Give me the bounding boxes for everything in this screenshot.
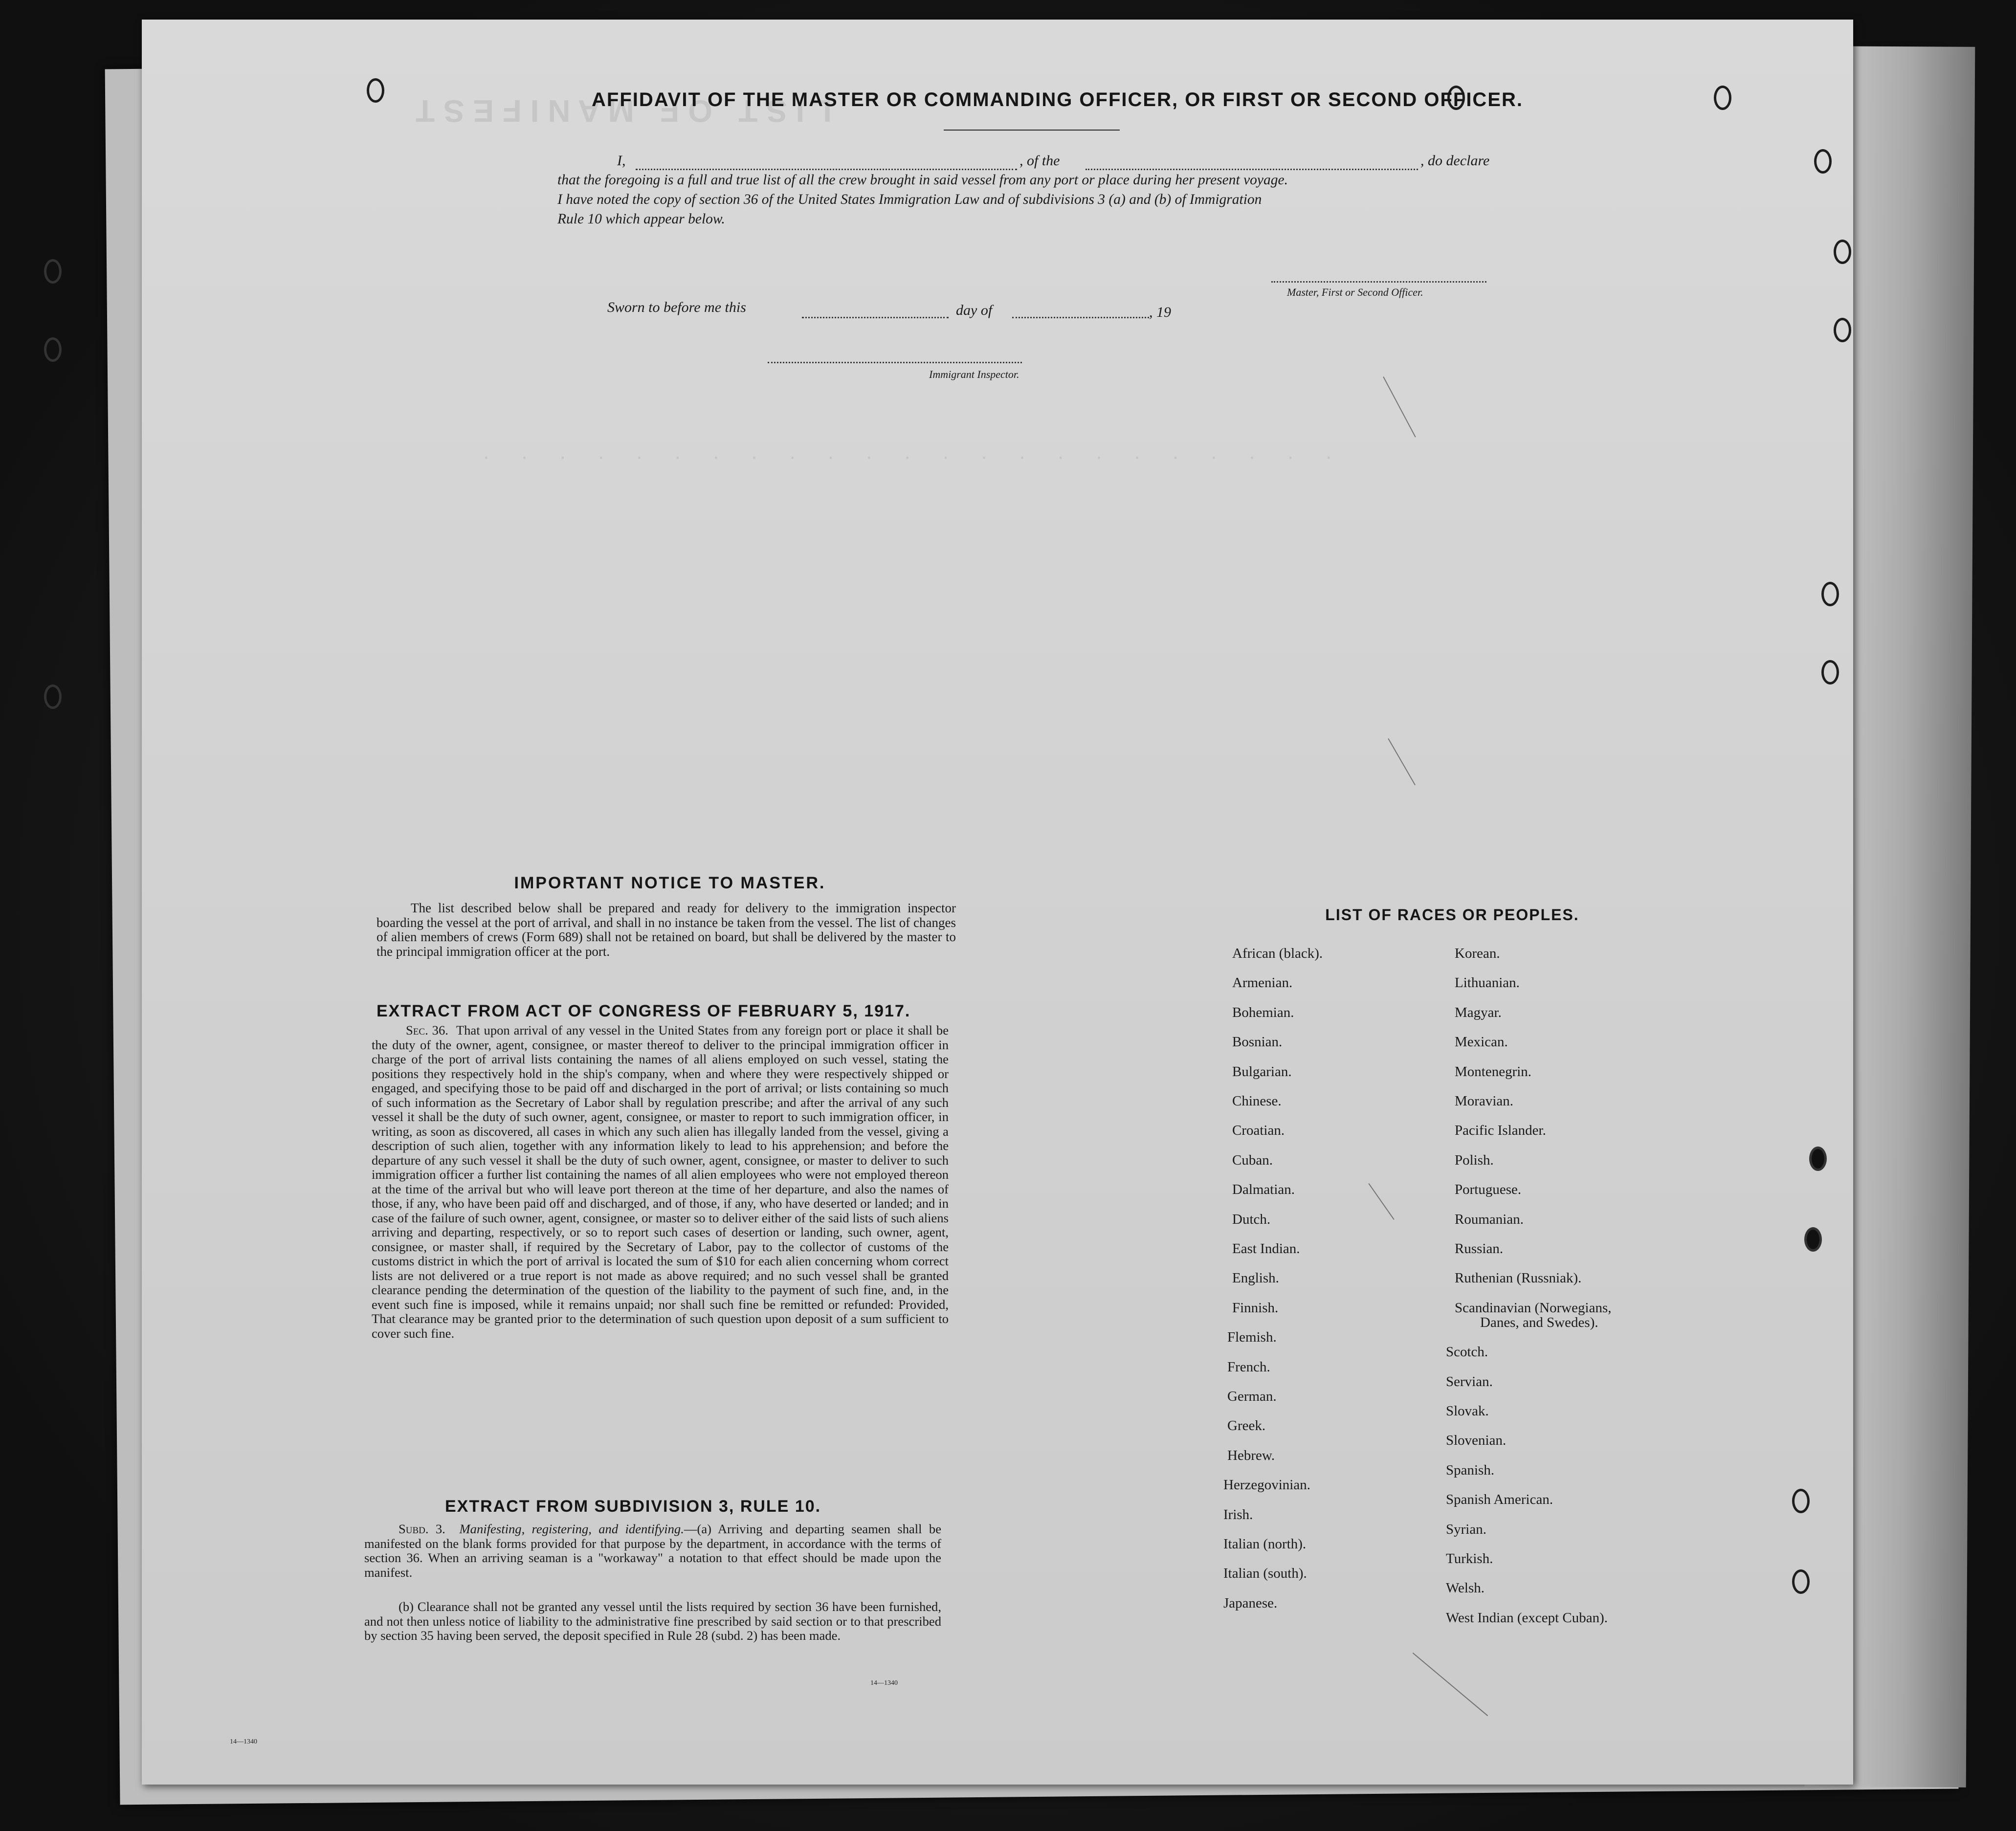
races-title: LIST OF RACES OR PEOPLES. <box>1325 906 1579 924</box>
affidavit-of-the: , of the <box>1019 153 1060 169</box>
sec-label: Sec. 36. <box>406 1023 448 1037</box>
race-entry: Scotch. <box>1446 1344 1488 1360</box>
race-entry: Italian (north). <box>1223 1536 1307 1552</box>
affidavit-line-2: that the foregoing is a full and true list of all the crew brought in said vessel from any port or place during her present voyage. <box>557 172 1288 188</box>
race-entry: Dalmatian. <box>1232 1182 1295 1198</box>
bleed-through-rows: · · · · · · · · · · · · · · · · · · · · · · · <box>484 450 1347 466</box>
affidavit-i-label: I, <box>617 153 626 169</box>
race-entry: Spanish American. <box>1446 1492 1553 1508</box>
race-entry: Danes, and Swedes). <box>1480 1314 1598 1330</box>
race-entry: Magyar. <box>1455 1004 1502 1020</box>
punch-hole-icon <box>44 684 62 709</box>
signature-caption: Master, First or Second Officer. <box>1287 286 1423 298</box>
inspector-blank[interactable] <box>768 362 1022 363</box>
race-entry: French. <box>1227 1359 1270 1375</box>
race-entry: Cuban. <box>1232 1152 1273 1168</box>
subd-label: Subd. 3. <box>399 1522 445 1536</box>
punch-hole-icon <box>367 78 384 103</box>
race-entry: Pacific Islander. <box>1455 1123 1546 1139</box>
subd-heading: Manifesting, registering, and identifying. <box>459 1522 684 1536</box>
sworn-text: Sworn to before me this <box>607 299 746 315</box>
race-entry: Bosnian. <box>1232 1034 1283 1050</box>
subd-3-para-a <box>364 1522 941 1580</box>
punch-hole-icon <box>1804 1227 1822 1252</box>
punch-hole-icon <box>1821 582 1839 606</box>
sec-36-text: That upon arrival of any vessel in the United States from any foreign port or place it shall be the duty of the owner, agent, consignee, or master thereof to deliver to the principal immigration officer in charge of the port of arrival lists containing the names of all aliens employed on such vessel, stating the positions they respectively hold in the ship's company, when and where they were respectively shipped or engaged, and specifying those to be paid off and discharged in the port of arrival; or lists containing so much of such information as the Secretary of Labor shall by regulation prescribe; and after the arrival of any such vessel it shall be the duty of such owner, agent, consignee, or master to report to such immigration officer, in writing, as soon as discovered, all cases in which any such alien has illegally landed from the vessel, giving a description of such alien, together with any information likely to lead to his apprehension; and before the departure of any such vessel it shall be the duty of such owner, agent, consignee, or master to deliver to such immigration officer a further list containing the names of all alien employees who were not employed thereon at the time of the arrival but who will leave port thereon at the time of her departure, and also the names of those, if any, who have been paid off and discharged, and of those, if any, who have deserted or landed; and in case of the failure of such owner, agent, consignee, or master so to deliver either of the said lists of such aliens arriving and departing, respectively, or so to report such cases of desertion or landing, such owner, agent, consignee, or master shall, if required by the Secretary of Labor, pay to the collector of customs of the customs district in which the port of arrival is located the sum of $10 for each alien concerning whom correct lists are not delivered or a true report is not made as above required; and no such vessel shall be granted clearance pending the determination of the question of the liability to the payment of such fine, and, in the event such fine is imposed, while it remains unpaid; nor shall such fine be remitted or refunded: Provided, That clearance may be granted prior to the determination of such question upon deposit of a sum sufficient to cover such fine. <box>372 1023 949 1341</box>
punch-hole-icon <box>1792 1489 1810 1513</box>
race-entry: Turkish. <box>1446 1551 1493 1566</box>
race-entry: Scandinavian (Norwegians, <box>1455 1300 1612 1316</box>
punch-hole-icon <box>1821 660 1839 684</box>
subd-3-para-b: (b) Clearance shall not be granted any vessel until the lists required by section 36 have been furnished, and not then unless notice of liability to the administrative fine prescribed by said section or to that prescribed by section 35 having been served, the deposit specified in Rule 28 (subd. 2) has been made. <box>364 1599 941 1643</box>
month-blank[interactable] <box>1012 317 1149 318</box>
form-code-bottom: 14—1340 <box>230 1738 257 1745</box>
race-entry: Slovak. <box>1446 1403 1489 1419</box>
inspector-caption: Immigrant Inspector. <box>929 368 1019 380</box>
day-of-text: day of <box>956 302 993 318</box>
race-entry: Armenian. <box>1232 975 1293 991</box>
race-entry: Syrian. <box>1446 1521 1486 1537</box>
race-entry: Lithuanian. <box>1455 975 1520 991</box>
extract-rule-title: EXTRACT FROM SUBDIVISION 3, RULE 10. <box>445 1497 821 1516</box>
vessel-blank[interactable] <box>1086 169 1418 170</box>
race-entry: Moravian. <box>1455 1093 1513 1109</box>
race-entry: Herzegovinian. <box>1223 1477 1310 1493</box>
race-entry: Korean. <box>1455 946 1500 961</box>
day-blank[interactable] <box>802 317 949 318</box>
race-entry: Welsh. <box>1446 1580 1485 1596</box>
notice-body: The list described below shall be prepared and ready for delivery to the immigration inspector boarding the vessel at the port of arrival, and shall in no instance be taken from the vessel. The list of changes of alien members of crews (Form 689) shall not be retained on board, but shall be delivered by the master to the principal immigration officer at the port. <box>377 901 956 959</box>
race-entry: Portuguese. <box>1455 1182 1522 1198</box>
race-entry: Greek. <box>1227 1418 1266 1434</box>
name-blank[interactable] <box>636 169 1017 170</box>
race-entry: English. <box>1232 1270 1279 1286</box>
signature-blank[interactable] <box>1271 281 1486 283</box>
race-entry: Hebrew. <box>1227 1447 1275 1463</box>
race-entry: Chinese. <box>1232 1093 1282 1109</box>
race-entry: Irish. <box>1223 1506 1253 1522</box>
race-entry: Finnish. <box>1232 1300 1279 1316</box>
race-entry: Mexican. <box>1455 1034 1508 1050</box>
extract-act-title: EXTRACT FROM ACT OF CONGRESS OF FEBRUARY 5, 1917. <box>377 1002 911 1020</box>
race-entry: Spanish. <box>1446 1462 1495 1478</box>
punch-hole-icon <box>44 337 62 362</box>
race-entry: West Indian (except Cuban). <box>1446 1610 1608 1626</box>
extract-act-body <box>372 1023 949 1341</box>
race-entry: Italian (south). <box>1223 1566 1307 1582</box>
affidavit-line-3: I have noted the copy of section 36 of the United States Immigration Law and of subdivisions 3 (a) and (b) of Immigration <box>557 192 1262 207</box>
race-entry: Slovenian. <box>1446 1433 1506 1449</box>
race-entry: Roumanian. <box>1455 1211 1524 1227</box>
race-entry: Croatian. <box>1232 1123 1285 1139</box>
race-entry: Servian. <box>1446 1373 1493 1390</box>
race-entry: African (black). <box>1232 946 1323 961</box>
punch-hole-icon <box>44 259 62 284</box>
race-entry: East Indian. <box>1232 1241 1300 1257</box>
year-text: , 19 <box>1149 304 1171 320</box>
form-code: 14—1340 <box>870 1679 898 1687</box>
race-entry: Russian. <box>1455 1241 1504 1257</box>
affidavit-do-declare: , do declare <box>1420 153 1490 169</box>
notice-title: IMPORTANT NOTICE TO MASTER. <box>514 874 826 892</box>
punch-hole-icon <box>1814 149 1832 174</box>
race-entry: Polish. <box>1455 1152 1494 1168</box>
race-entry: Ruthenian (Russniak). <box>1455 1270 1582 1286</box>
affidavit-line-4: Rule 10 which appear below. <box>557 211 725 227</box>
title-underline <box>944 130 1120 131</box>
subd-para-a-text: —(a) Arriving and departing seamen shall be manifested on the blank forms provided for that purpose by the department, in accordance with the terms of section 36. When an arriving seaman is a "workaway" a notation to that effect should be made upon the manifest. <box>364 1522 942 1580</box>
punch-hole-icon <box>1809 1147 1827 1171</box>
punch-hole-icon <box>1714 86 1731 110</box>
punch-hole-icon <box>1834 318 1851 342</box>
race-entry: Japanese. <box>1223 1595 1278 1611</box>
punch-hole-icon <box>1834 240 1851 264</box>
race-entry: Dutch. <box>1232 1211 1271 1227</box>
punch-hole-icon <box>1792 1569 1810 1594</box>
race-entry: German. <box>1227 1389 1277 1404</box>
affidavit-title: AFFIDAVIT OF THE MASTER OR COMMANDING OFFICER, OR FIRST OR SECOND OFFICER. <box>592 89 1523 110</box>
bleed-through: L I S T O F M A N I F E S T <box>416 93 832 129</box>
race-entry: Montenegrin. <box>1455 1063 1532 1080</box>
race-entry: Bohemian. <box>1232 1004 1294 1020</box>
race-entry: Flemish. <box>1227 1329 1277 1346</box>
race-entry: Bulgarian. <box>1232 1063 1292 1080</box>
